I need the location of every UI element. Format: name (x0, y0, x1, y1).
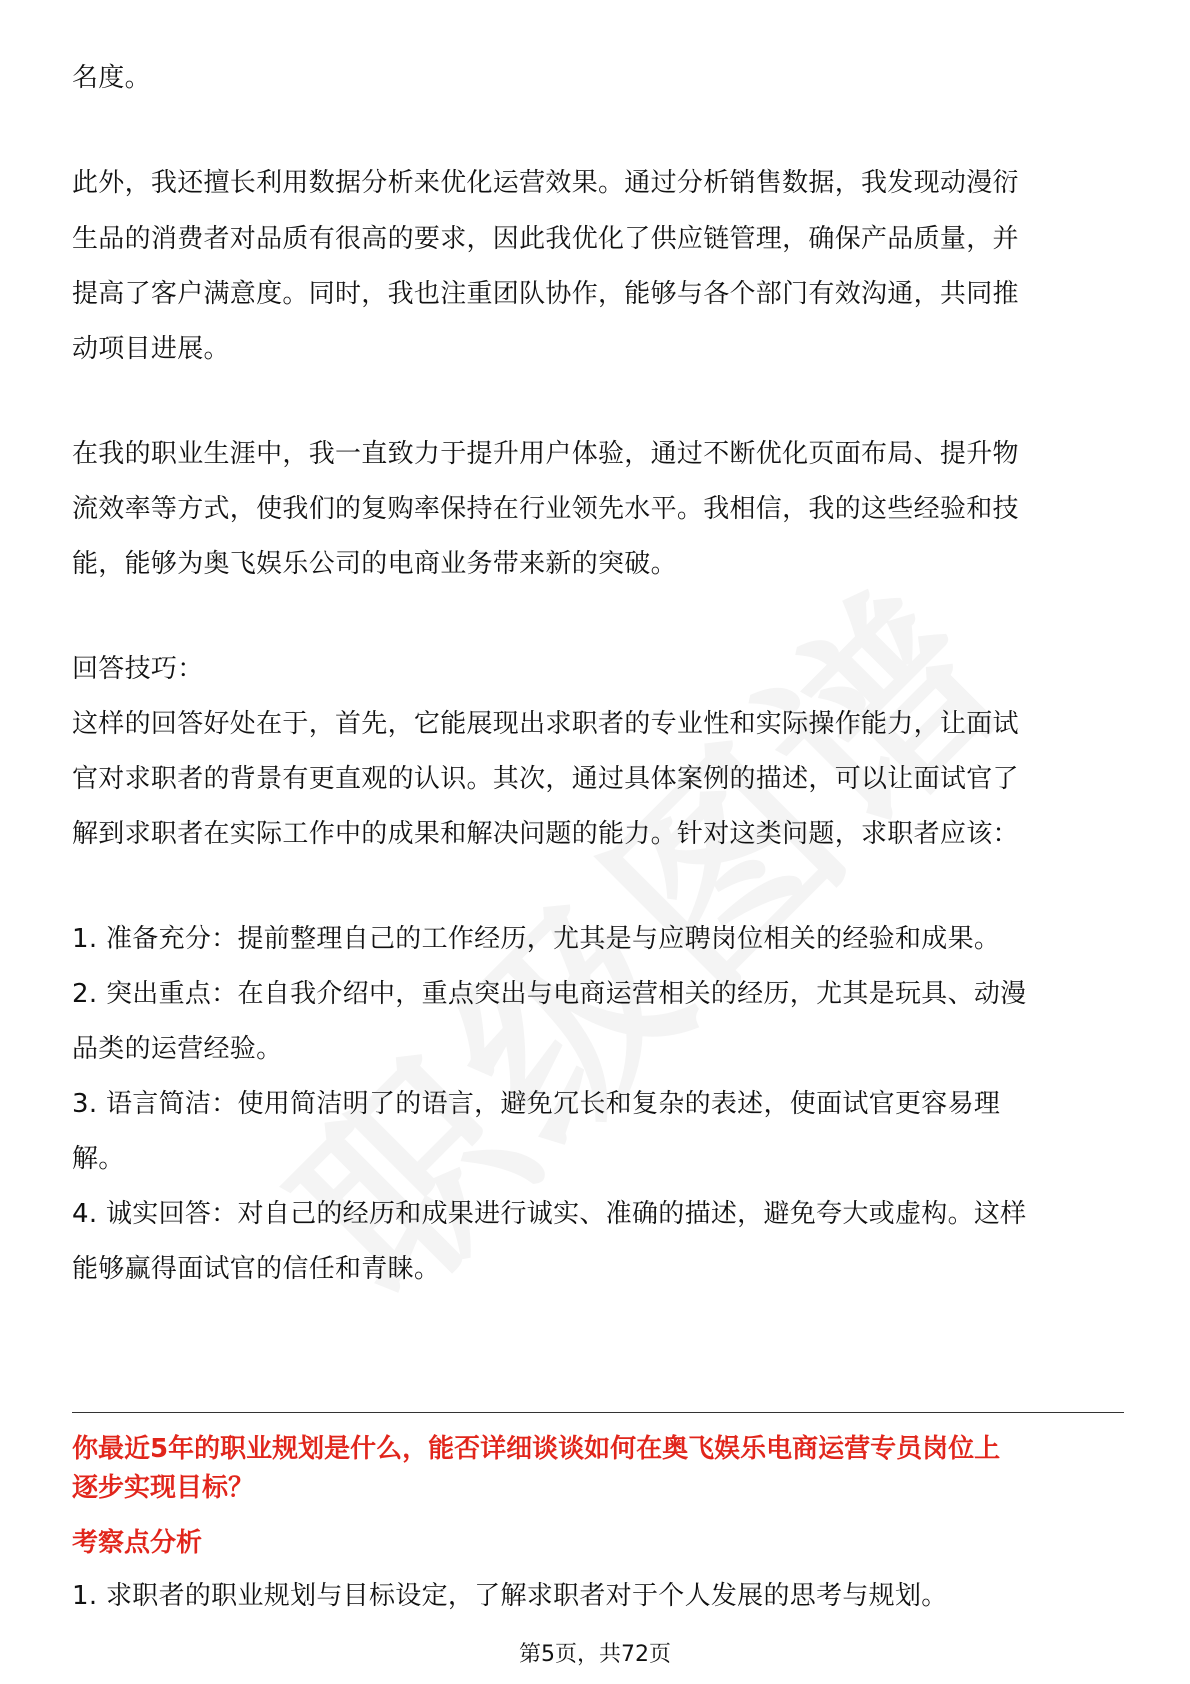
list-item-continuation: 能够赢得面试官的信任和青睐。 (72, 1254, 441, 1284)
paragraph-line: 能，能够为奥飞娱乐公司的电商业务带来新的突破。 (72, 549, 677, 579)
paragraph-line: 流效率等方式，使我们的复购率保持在行业领先水平。我相信，我的这些经验和技 (72, 494, 1019, 524)
page-number: 第5页，共72页 (519, 1642, 671, 1667)
analysis-heading: 考察点分析 (72, 1528, 203, 1558)
paragraph-line: 解到求职者在实际工作中的成果和解决问题的能力。针对这类问题，求职者应该： (72, 819, 1019, 849)
question-title: 你最近5年的职业规划是什么，能否详细谈谈如何在奥飞娱乐电商运营专员岗位上 (72, 1434, 1001, 1464)
paragraph-line: 生品的消费者对品质有很高的要求，因此我优化了供应链管理，确保产品质量，并 (72, 224, 1019, 254)
list-item-continuation: 品类的运营经验。 (72, 1034, 283, 1064)
paragraph-line: 动项目进展。 (72, 334, 230, 364)
document-page (72, 0, 1124, 1684)
paragraph-line: 提高了客户满意度。同时，我也注重团队协作，能够与各个部门有效沟通，共同推 (72, 279, 1019, 309)
list-item-continuation: 解。 (72, 1144, 125, 1174)
paragraph-line: 官对求职者的背景有更直观的认识。其次，通过具体案例的描述，可以让面试官了 (72, 764, 1019, 794)
question-title-continuation: 逐步实现目标？ (72, 1473, 255, 1503)
list-item: 4. 诚实回答：对自己的经历和成果进行诚实、准确的描述，避免夸大或虚构。这样 (72, 1199, 1027, 1229)
list-item: 2. 突出重点：在自我介绍中，重点突出与电商运营相关的经历，尤其是玩具、动漫 (72, 979, 1027, 1009)
list-item: 3. 语言简洁：使用简洁明了的语言，避免冗长和复杂的表述，使面试官更容易理 (72, 1089, 1001, 1119)
paragraph-line: 这样的回答好处在于，首先，它能展现出求职者的专业性和实际操作能力，让面试 (72, 709, 1019, 739)
analysis-item: 1. 求职者的职业规划与目标设定，了解求职者对于个人发展的思考与规划。 (72, 1581, 948, 1611)
tips-heading: 回答技巧： (72, 654, 204, 684)
paragraph-line: 在我的职业生涯中，我一直致力于提升用户体验，通过不断优化页面布局、提升物 (72, 439, 1019, 469)
paragraph-line: 此外，我还擅长利用数据分析来优化运营效果。通过分析销售数据，我发现动漫衍 (72, 168, 1019, 198)
paragraph-line: 名度。 (72, 63, 151, 93)
list-item: 1. 准备充分：提前整理自己的工作经历，尤其是与应聘岗位相关的经验和成果。 (72, 924, 1001, 954)
section-divider (72, 1412, 1124, 1413)
